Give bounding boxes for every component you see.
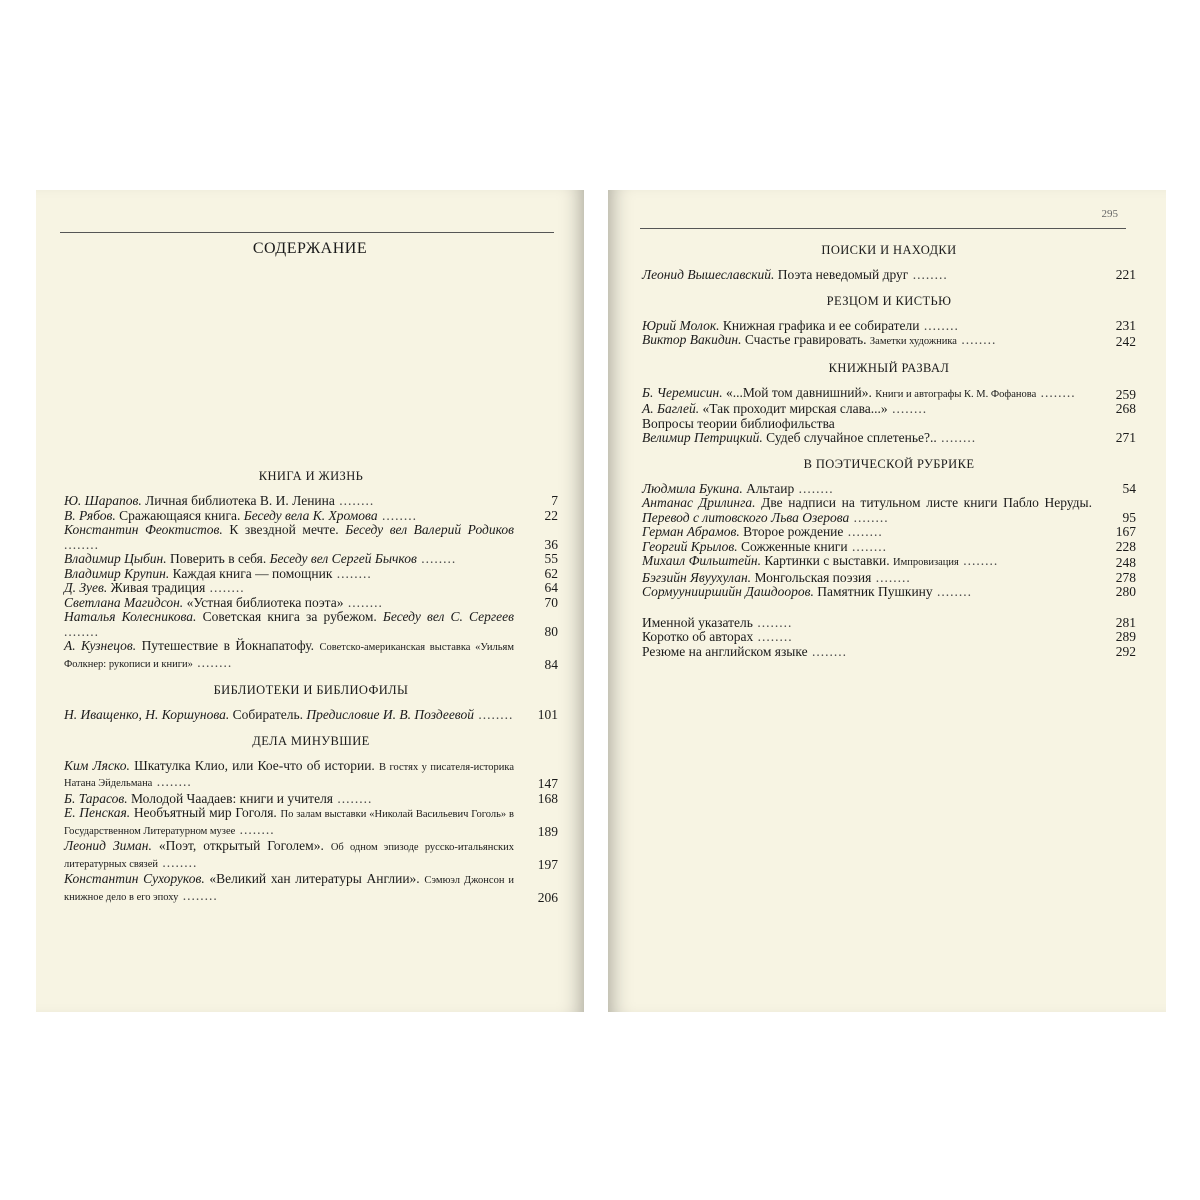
entry-title: Сожженные книги: [741, 538, 848, 554]
toc-entry[interactable]: [642, 571, 1136, 586]
toc-entry[interactable]: [64, 639, 558, 672]
spacer: [642, 446, 1136, 454]
spacer: [64, 905, 558, 913]
leader-dots: ........: [871, 569, 911, 585]
entry-text: [64, 792, 558, 807]
toc-entry[interactable]: [64, 596, 558, 611]
entry-title: Счастье гравировать.: [744, 332, 867, 347]
section-heading: РЕЗЦОМ И КИСТЬЮ: [826, 293, 952, 308]
entry-page: 84: [544, 656, 558, 672]
toc-entry[interactable]: [642, 431, 1136, 446]
toc-entry[interactable]: [642, 525, 1136, 540]
entry-text: [64, 639, 558, 672]
entry-author: Бэгзийн Явуухулан.: [642, 569, 752, 585]
entry-title: Советская книга за рубежом.: [202, 609, 377, 624]
entry-author: Юрий Молок.: [642, 317, 720, 333]
entry-text: [642, 402, 1136, 417]
leader-dots: ........: [958, 553, 999, 568]
entry-page: 54: [1122, 480, 1136, 496]
entry-text: [64, 708, 558, 723]
toc-entry[interactable]: [642, 554, 1136, 571]
entry-text: [64, 509, 558, 524]
entry-author: Ю. Шарапов.: [64, 493, 142, 508]
entry-text: [642, 645, 1136, 660]
leader-dots: ........: [849, 509, 889, 525]
leader-dots: ........: [847, 538, 887, 554]
entry-author: Ким Ляско.: [64, 757, 130, 773]
entry-title: Монгольская поэзия: [754, 569, 872, 585]
entry-author: Людмила Букина.: [642, 480, 743, 496]
toc-entry[interactable]: [64, 839, 558, 872]
entry-page: 242: [1115, 334, 1136, 349]
entry-title: Второе рождение: [743, 524, 844, 539]
leader-dots: ........: [205, 580, 245, 595]
entry-page: 147: [537, 776, 558, 791]
header-rule: [640, 228, 1126, 229]
entry-page: 221: [1115, 267, 1136, 282]
entry-text: [64, 523, 558, 552]
leader-dots: ........: [334, 493, 375, 508]
toc-entry[interactable]: [64, 759, 558, 792]
entry-page: 259: [1115, 386, 1136, 402]
entry-page: 64: [544, 580, 558, 595]
leader-dots: ........: [333, 790, 373, 806]
entry-title: Картинки с выставки.: [764, 553, 890, 568]
entry-author: Светлана Магидсон.: [64, 594, 184, 610]
entry-author: Сормуунииршийн Дашдооров.: [642, 584, 814, 599]
entry-text: [642, 482, 1136, 497]
entry-text: [642, 630, 1136, 645]
entry-page: 280: [1115, 584, 1136, 599]
entry-author: Леонид Зиман.: [64, 838, 152, 853]
entry-text: [64, 806, 558, 839]
entry-author: А. Кузнецов.: [64, 638, 137, 653]
leader-dots: ........: [235, 821, 275, 837]
section-heading: КНИЖНЫЙ РАЗВАЛ: [828, 360, 950, 375]
leader-dots: ........: [474, 707, 514, 722]
entry-title: Коротко об авторах: [642, 629, 754, 644]
entry-page: 281: [1115, 614, 1136, 630]
left-toc: [64, 466, 558, 913]
entry-author: Леонид Вышеславский.: [642, 267, 775, 282]
entry-title: «Великий хан литературы Англии».: [209, 871, 420, 886]
entry-title: Книжная графика и ее собиратели: [722, 317, 920, 333]
entry-text: [642, 431, 1136, 446]
entry-title: «Поэт, открытый Гоголем».: [158, 838, 324, 853]
leader-dots: ........: [64, 623, 99, 639]
toc-entry[interactable]: [642, 496, 1136, 525]
toc-entry[interactable]: [642, 616, 1136, 631]
entry-author: Е. Пенская.: [64, 805, 131, 820]
entry-text: [642, 616, 1136, 631]
entry-note: Импровизация: [893, 557, 959, 568]
toc-entry[interactable]: [64, 494, 558, 509]
toc-entry[interactable]: [64, 610, 558, 639]
toc-entry[interactable]: [64, 806, 558, 839]
toc-entry[interactable]: [642, 319, 1136, 334]
leader-dots: ........: [807, 643, 847, 659]
entry-title: «...Мой том давнишний».: [725, 384, 872, 400]
entry-title: К звездной мечте.: [229, 522, 339, 537]
leader-dots: ........: [178, 887, 218, 903]
entry-page: 268: [1115, 401, 1136, 416]
entry-page: 289: [1115, 629, 1136, 644]
entry-note: В гостях у писателя-историка Натана Эйдельмана: [64, 761, 515, 789]
entry-note: Об одном эпизоде русско-итальянских литературных связей: [64, 842, 515, 870]
entry-title: Две надписи на титульном листе книги Пабло Неруды.: [761, 495, 1092, 510]
spacer: [642, 350, 1136, 358]
entry-text: [642, 319, 1136, 334]
entry-author: Наталья Колесникова.: [64, 609, 197, 624]
entry-editor: Беседу вел С. Сергеев: [382, 609, 514, 624]
entry-author: Герман Абрамов.: [642, 524, 740, 539]
section-heading: ДЕЛА МИНУВШИЕ: [252, 733, 370, 748]
leader-dots: ........: [377, 507, 417, 523]
leader-dots: ........: [192, 654, 233, 670]
entry-author: Георгий Крылов.: [642, 538, 738, 554]
entry-text: [64, 872, 558, 905]
entry-text: [642, 540, 1136, 555]
entry-text: [64, 581, 558, 596]
toc-entry[interactable]: [642, 585, 1136, 600]
spacer: [642, 600, 1136, 608]
entry-page: 36: [544, 536, 558, 552]
entry-author: Константин Феоктистов.: [64, 522, 223, 537]
entry-author: В. Рябов.: [64, 507, 116, 523]
toc-entry[interactable]: [642, 386, 1136, 403]
entry-page: 167: [1115, 524, 1136, 539]
entry-text: [642, 571, 1136, 586]
toc-entry[interactable]: [64, 523, 558, 552]
entry-title: Каждая книга — помощник: [172, 565, 333, 581]
entry-editor: Беседу вел Сергей Бычков: [269, 551, 417, 566]
right-page: [608, 190, 1166, 1012]
spacer: [64, 672, 558, 680]
entry-text: [64, 552, 558, 567]
entry-title: Поверить в себя.: [170, 551, 267, 566]
section-heading: КНИГА И ЖИЗНЬ: [258, 469, 364, 483]
entry-author: Н. Иващенко, Н. Коршунова.: [64, 707, 230, 722]
entry-author: Антанас Дрилинга.: [642, 495, 756, 510]
leader-dots: ........: [157, 854, 198, 870]
leader-dots: ........: [956, 332, 997, 347]
entry-title: Личная библиотека В. И. Ленина: [145, 493, 335, 508]
entry-page: 70: [544, 594, 558, 610]
toc-entry[interactable]: [642, 540, 1136, 555]
entry-note: Советско-американская выставка «Уильям Фолкнер: рукописи и книги»: [64, 642, 514, 670]
entry-author: Д. Зуев.: [64, 580, 108, 595]
entry-title: Путешествие в Йокнапатофу.: [141, 638, 315, 653]
toc-entry[interactable]: [64, 509, 558, 524]
leader-dots: ........: [152, 774, 192, 789]
page-title: СОДЕРЖАНИЕ: [252, 240, 368, 257]
entry-note: Сэмюэл Джонсон и книжное дело в его эпоху: [64, 875, 515, 903]
entry-title: Живая традиция: [110, 580, 206, 595]
entry-page: 168: [537, 790, 558, 806]
entry-author: Б. Черемисин.: [642, 384, 723, 400]
entry-title: Молодой Чаадаев: книги и учителя: [131, 790, 334, 806]
toc-entry[interactable]: [64, 708, 558, 723]
entry-title: Необъятный мир Гоголя.: [133, 805, 277, 820]
entry-page: 278: [1115, 569, 1136, 585]
entry-title: «Так проходит мирская слава...»: [702, 401, 888, 416]
entry-note: Книги и автографы К. М. Фофанова: [875, 388, 1037, 400]
entry-page: 22: [544, 507, 558, 523]
section-heading: БИБЛИОТЕКИ И БИБЛИОФИЛЫ: [213, 683, 409, 697]
entry-page: 7: [551, 493, 558, 508]
entry-page: 206: [537, 889, 558, 905]
entry-text: [64, 759, 558, 792]
entry-text: [642, 417, 1136, 432]
entry-title: Альтаир: [746, 480, 795, 496]
entry-author: Виктор Вакидин.: [642, 332, 742, 347]
spacer: [64, 723, 558, 731]
entry-text: [642, 525, 1136, 540]
leader-dots: ........: [794, 480, 834, 496]
entry-page: 292: [1115, 643, 1136, 659]
entry-page: 228: [1115, 538, 1136, 554]
entry-text: [64, 494, 558, 509]
toc-entry[interactable]: [64, 792, 558, 807]
entry-text: [642, 496, 1136, 525]
entry-title: Резюме на английском языке: [642, 643, 808, 659]
leader-dots: ........: [753, 629, 793, 644]
entry-page: 248: [1115, 555, 1136, 570]
entry-text: [642, 333, 1136, 350]
entry-text: [642, 268, 1136, 283]
entry-title: Сражающаяся книга.: [119, 507, 241, 523]
entry-title: Памятник Пушкину: [817, 584, 933, 599]
entry-page: 62: [544, 565, 558, 581]
leader-dots: ........: [936, 430, 977, 445]
entry-editor: Предисловие И. В. Поздеевой: [306, 707, 474, 722]
entry-author: Б. Тарасов.: [64, 790, 128, 806]
entry-note: По залам выставки «Николай Васильевич Гоголь» в Государственном Литературном музее: [64, 809, 515, 837]
leader-dots: ........: [1036, 384, 1076, 400]
entry-text: [64, 596, 558, 611]
toc-entry[interactable]: [64, 552, 558, 567]
entry-text: [64, 567, 558, 582]
entry-title: Поэта неведомый друг: [777, 267, 909, 282]
right-toc: [642, 240, 1136, 659]
entry-page: 80: [544, 623, 558, 639]
toc-entry[interactable]: [642, 482, 1136, 497]
entry-page: 95: [1122, 509, 1136, 525]
entry-title: Собиратель.: [232, 707, 304, 722]
toc-entry[interactable]: [642, 417, 1136, 432]
section-heading: В ПОЭТИЧЕСКОЙ РУБРИКЕ: [803, 456, 975, 471]
toc-entry[interactable]: [642, 268, 1136, 283]
entry-title: Вопросы теории библиофильства: [642, 415, 835, 431]
entry-title: «Устная библиотека поэта»: [186, 594, 344, 610]
entry-page: 271: [1115, 430, 1136, 445]
entry-author: Владимир Цыбин.: [64, 551, 167, 566]
entry-editor: Беседу вела К. Хромова: [243, 507, 378, 523]
toc-entry[interactable]: [642, 645, 1136, 660]
entry-title: Судеб случайное сплетенье?..: [766, 430, 937, 445]
entry-text: [64, 610, 558, 639]
entry-page: 55: [544, 551, 558, 566]
entry-page: 197: [537, 856, 558, 872]
entry-text: [642, 585, 1136, 600]
entry-title: Шкатулка Клио, или Кое-что об истории.: [134, 757, 375, 773]
entry-editor: Беседу вел Валерий Родиков: [345, 522, 515, 537]
toc-entry[interactable]: [64, 567, 558, 582]
entry-author: Михаил Фильштейн.: [642, 553, 761, 568]
entry-page: 231: [1115, 317, 1136, 333]
toc-entry[interactable]: [642, 333, 1136, 350]
entry-text: [642, 386, 1136, 403]
entry-text: [642, 554, 1136, 571]
leader-dots: ........: [416, 551, 457, 566]
leader-dots: ........: [343, 594, 383, 610]
leader-dots: ........: [887, 401, 928, 416]
leader-dots: ........: [843, 524, 883, 539]
section-heading: ПОИСКИ И НАХОДКИ: [821, 243, 957, 257]
toc-entry[interactable]: [64, 581, 558, 596]
toc-entry[interactable]: [642, 402, 1136, 417]
entry-note: Заметки художника: [869, 336, 957, 347]
entry-author: Велимир Петрицкий.: [642, 430, 763, 445]
leader-dots: ........: [752, 614, 793, 630]
entry-editor: Перевод с литовского Льва Озерова: [642, 509, 850, 525]
page-number: 295: [1101, 208, 1118, 220]
entry-page: 189: [537, 823, 558, 839]
left-page: [36, 190, 584, 1012]
entry-title: Именной указатель: [642, 614, 753, 630]
entry-author: Константин Сухоруков.: [64, 871, 205, 886]
entry-author: А. Баглей.: [642, 401, 700, 416]
entry-text: [64, 839, 558, 872]
leader-dots: ........: [932, 584, 973, 599]
leader-dots: ........: [64, 536, 99, 552]
entry-author: Владимир Крупин.: [64, 565, 170, 581]
leader-dots: ........: [908, 267, 948, 282]
toc-entry[interactable]: [64, 872, 558, 905]
leader-dots: ........: [919, 317, 959, 333]
entry-page: 101: [537, 707, 558, 722]
header-rule: [60, 232, 554, 233]
leader-dots: ........: [332, 565, 372, 581]
toc-entry[interactable]: [642, 630, 1136, 645]
spacer: [642, 283, 1136, 291]
